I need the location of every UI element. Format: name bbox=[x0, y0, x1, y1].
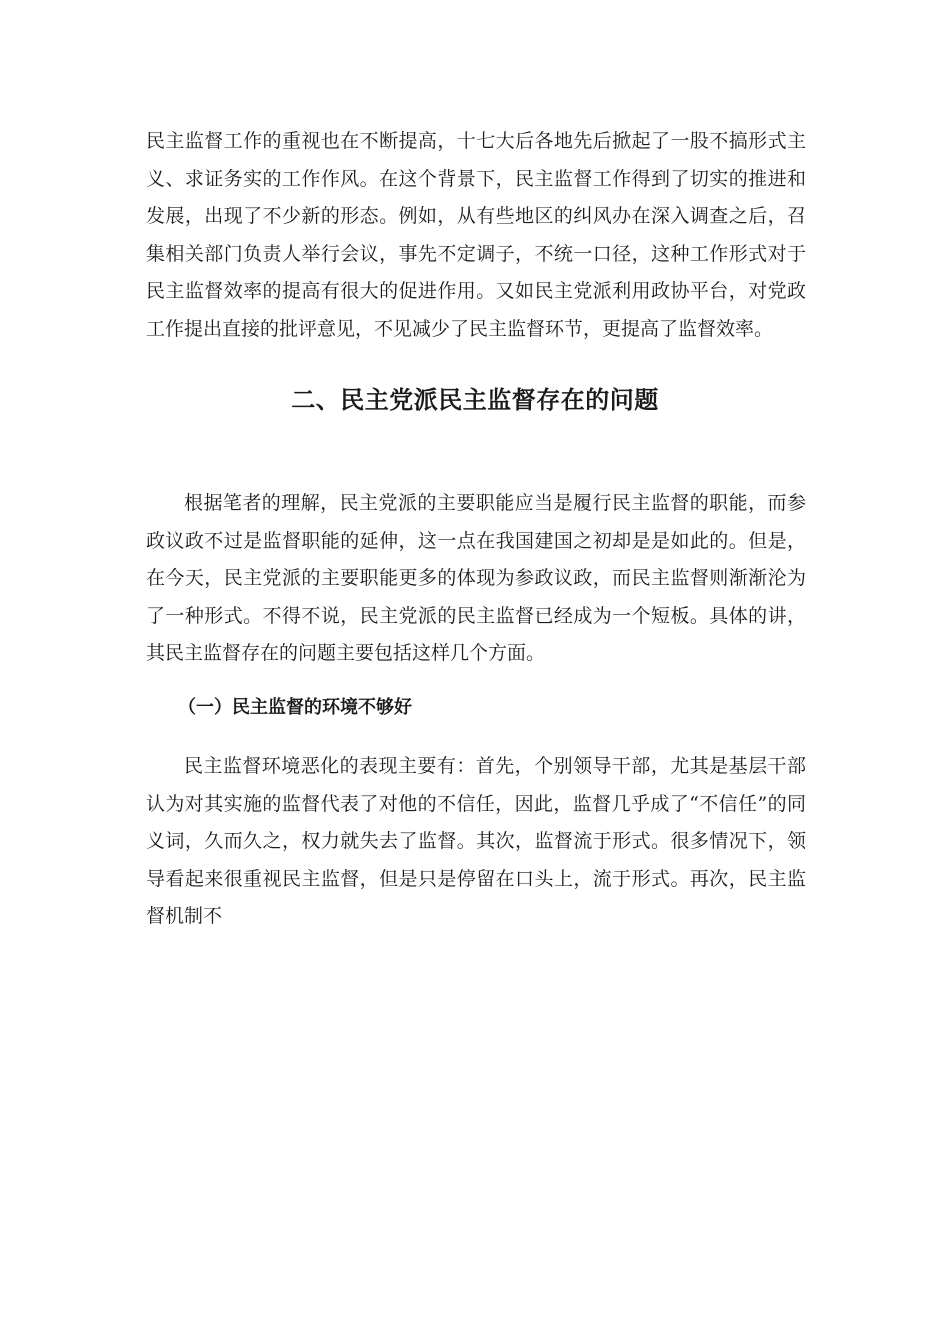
sub-heading: （一）民主监督的环境不够好 bbox=[178, 697, 412, 718]
body-paragraph-intro: 民主监督工作的重视也在不断提高，十七大后各地先后掀起了一股不搞形式主义、求证务实的工作作风。在这个背景下，民主监督工作得到了切实的推进和发展，出现了不少新的形态。例如，从有些地区的纠风办在深入调查之后，召集相关部门负责人举行会议，事先不定调子，不统一口径，这种工作形式对于民主监督效率的提高有很大的促进作用。又如民主党派利用政协平台，对党政工作提出直接的批评意见，不见减少了民主监督环节，更提高了监督效率。 bbox=[146, 130, 806, 340]
body-paragraph-environment: 民主监督环境恶化的表现主要有：首先，个别领导干部，尤其是基层干部认为对其实施的监督代表了对他的不信任，因此，监督几乎成了“不信任”的同义词，久而久之，权力就失去了监督。其次，监督流于形式。很多情况下，领导看起来很重视民主监督，但是只是停留在口头上，流于形式。再次，民主监督机制不 bbox=[146, 755, 806, 928]
section-heading: 二、民主党派民主监督存在的问题 bbox=[291, 386, 659, 414]
body-paragraph-section: 根据笔者的理解，民主党派的主要职能应当是履行民主监督的职能，而参政议政不过是监督职能的延伸，这一点在我国建国之初却是是如此的。但是，在今天，民主党派的主要职能更多的体现为参政议政，而民主监督则渐渐沦为了一种形式。不得不说，民主党派的民主监督已经成为一个短板。具体的讲，其民主监督存在的问题主要包括这样几个方面。 bbox=[146, 492, 806, 665]
